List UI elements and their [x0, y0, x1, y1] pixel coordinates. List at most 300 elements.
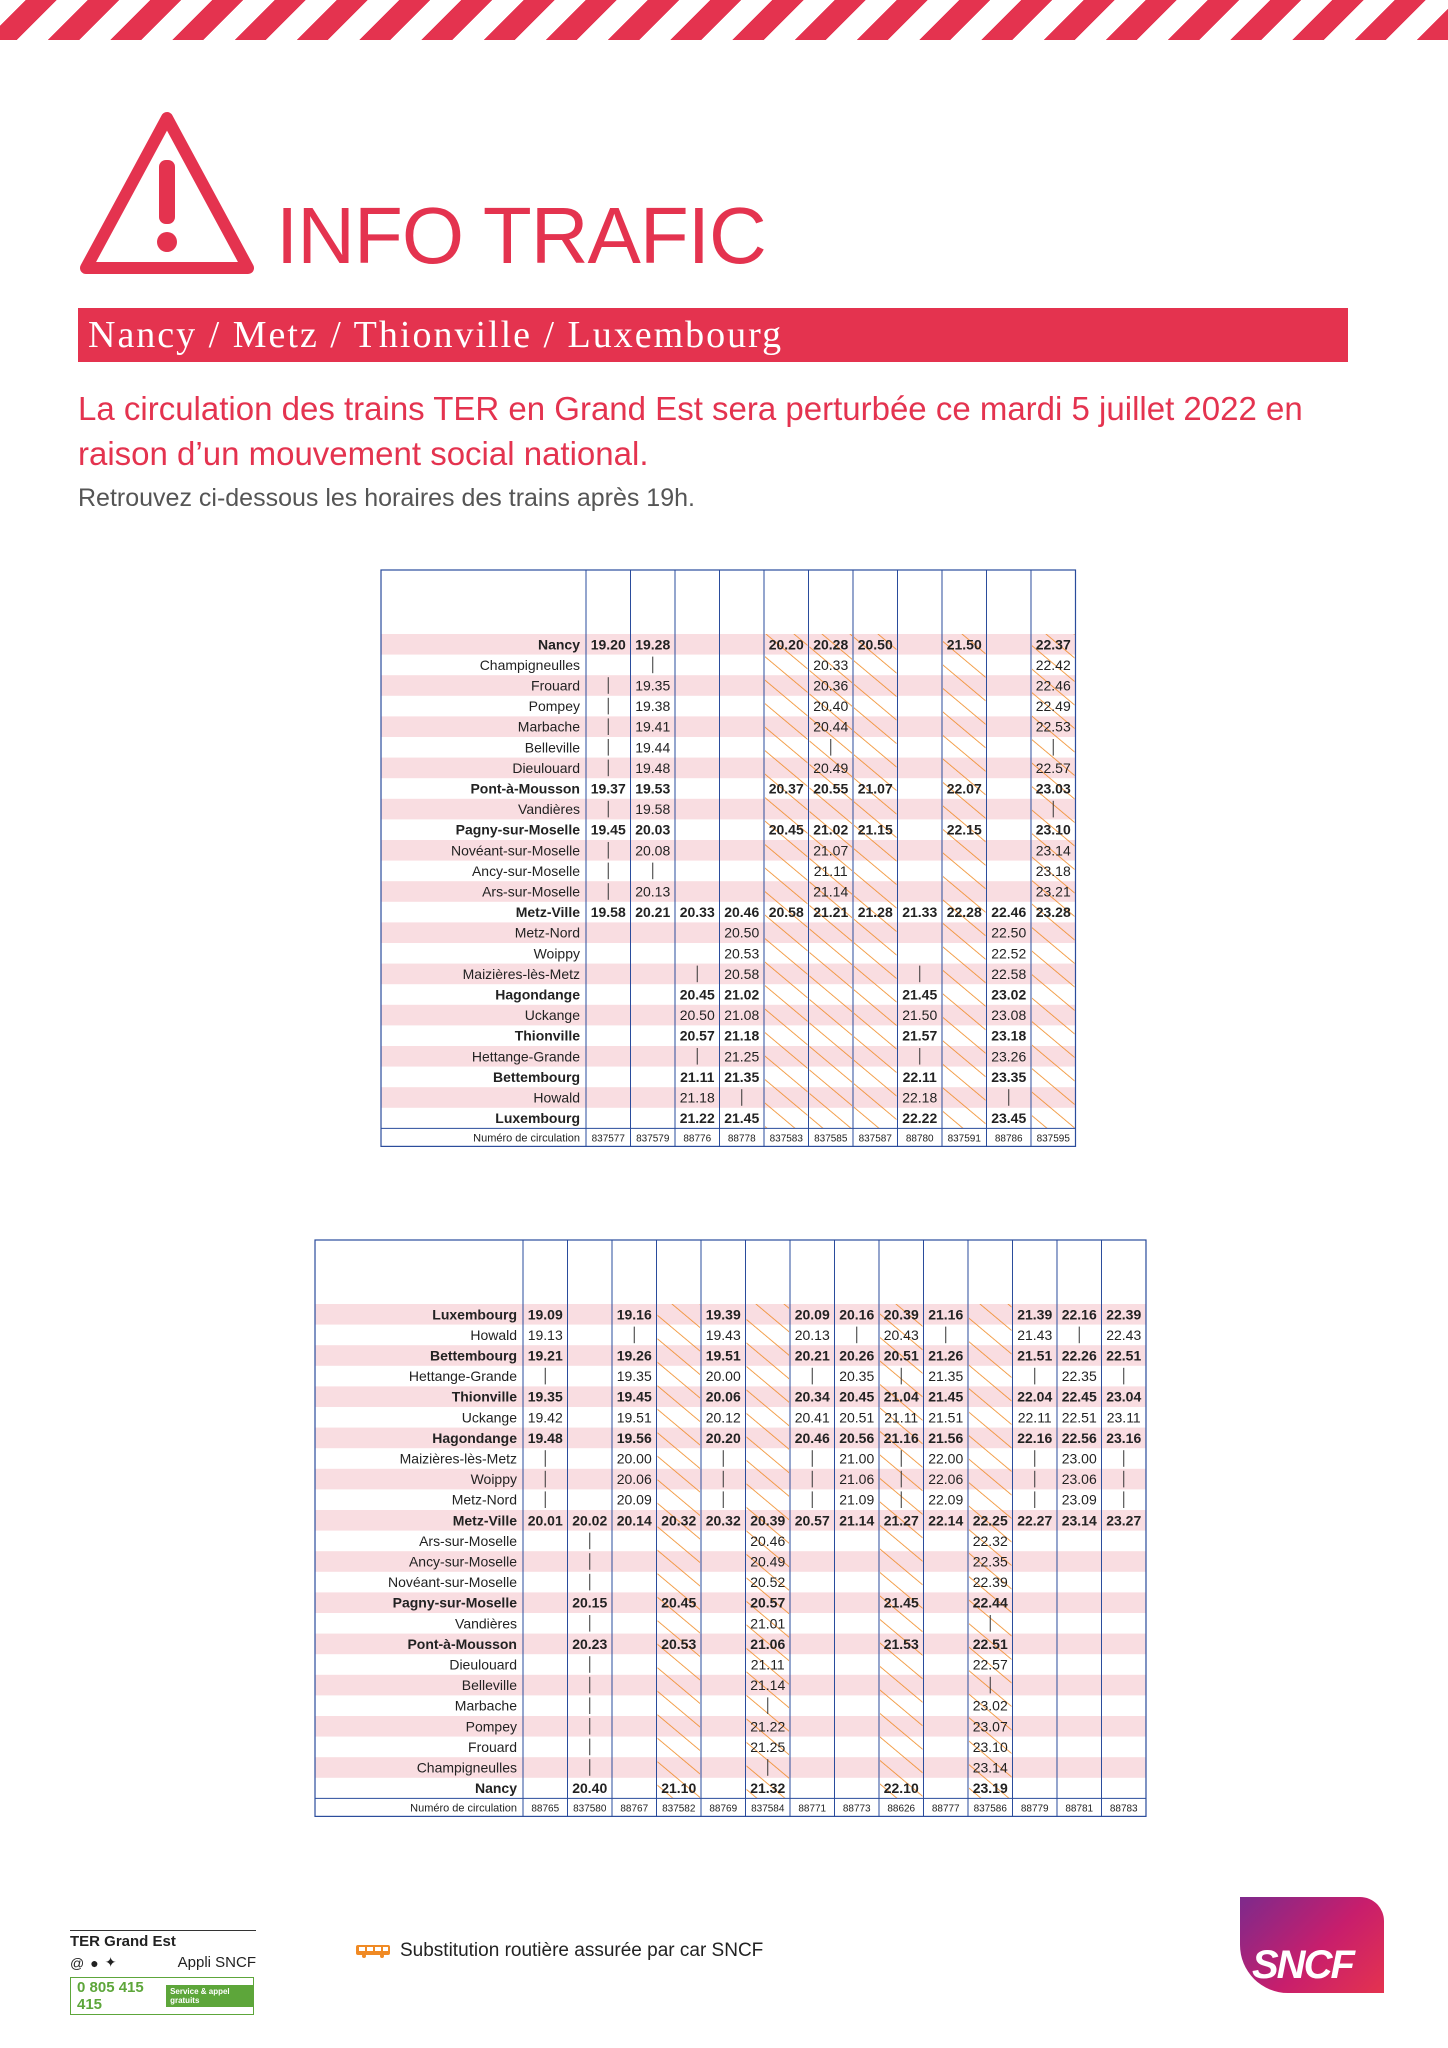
departure-time: 22.09 — [928, 1491, 964, 1508]
departure-time: 20.00 — [616, 1450, 652, 1467]
departure-time: 22.43 — [1106, 1326, 1142, 1343]
timetable-luxembourg-nancy — [314, 1239, 1147, 1817]
departure-time: 21.02 — [724, 986, 760, 1003]
train-number: 837595 — [1036, 1133, 1070, 1145]
route-banner: Nancy / Metz / Thionville / Luxembourg — [78, 308, 1348, 362]
departure-time: 22.53 — [1035, 718, 1071, 735]
departure-time: 20.58 — [768, 904, 804, 921]
departure-time: 20.51 — [839, 1409, 875, 1426]
timetable-nancy-luxembourg — [380, 569, 1077, 1147]
station-name: Bettembourg — [429, 1347, 518, 1364]
departure-time: 23.26 — [991, 1048, 1027, 1065]
phone-badge[interactable] — [70, 1977, 254, 2015]
departure-time: 20.45 — [661, 1594, 697, 1611]
departure-time: 22.25 — [972, 1512, 1008, 1529]
departure-time: 20.56 — [839, 1429, 875, 1446]
departure-time: 21.56 — [928, 1429, 964, 1446]
departure-time: 21.18 — [724, 1027, 760, 1044]
departure-time: 20.20 — [768, 636, 804, 653]
train-number: 88765 — [531, 1803, 560, 1815]
train-number: 837591 — [947, 1133, 981, 1145]
train-number: 88780 — [905, 1133, 934, 1145]
departure-time: 21.27 — [883, 1512, 919, 1529]
departure-time: 21.51 — [1017, 1347, 1053, 1364]
departure-time: 19.51 — [616, 1409, 652, 1426]
departure-time: 21.35 — [928, 1368, 964, 1385]
departure-time: 20.01 — [527, 1512, 563, 1529]
departure-time: 22.35 — [1061, 1368, 1097, 1385]
departure-time: 23.10 — [972, 1738, 1008, 1755]
departure-time: 19.26 — [616, 1347, 652, 1364]
hazard-stripes — [0, 0, 1448, 40]
bus-substitution-hatch — [765, 634, 807, 1128]
station-name: Woippy — [470, 1471, 518, 1488]
departure-time: 20.53 — [724, 945, 760, 962]
departure-time: 21.16 — [883, 1429, 919, 1446]
departure-time: 19.13 — [527, 1326, 563, 1343]
departure-time: 22.35 — [972, 1553, 1008, 1570]
legend — [356, 1940, 763, 1962]
departure-time: 21.16 — [928, 1306, 964, 1323]
departure-time: 22.58 — [991, 965, 1027, 982]
bus-icon — [356, 1944, 390, 1958]
departure-time: 23.06 — [1061, 1471, 1097, 1488]
departure-time: 22.56 — [1061, 1429, 1097, 1446]
departure-time: 21.10 — [661, 1780, 697, 1797]
bus-substitution-hatch — [943, 634, 985, 1128]
departure-time: 20.45 — [839, 1388, 875, 1405]
departure-time: 21.57 — [902, 1027, 938, 1044]
departure-time: 23.18 — [1035, 862, 1071, 879]
station-name: Metz-Nord — [514, 924, 581, 941]
departure-time: 22.52 — [991, 945, 1027, 962]
departure-time: 19.44 — [635, 739, 671, 756]
station-name: Marbache — [454, 1697, 518, 1714]
station-name: Luxembourg — [432, 1306, 518, 1323]
departure-time: 21.26 — [928, 1347, 964, 1364]
departure-time: 22.49 — [1035, 698, 1071, 715]
departure-time: 20.41 — [794, 1409, 830, 1426]
departure-time: 22.11 — [1017, 1409, 1052, 1426]
departure-time: 20.50 — [679, 1007, 715, 1024]
departure-time: 22.42 — [1035, 656, 1071, 673]
departure-time: 22.28 — [946, 904, 982, 921]
departure-time: 23.35 — [991, 1068, 1027, 1085]
departure-time: 20.32 — [705, 1512, 741, 1529]
departure-time: 21.45 — [928, 1388, 964, 1405]
departure-time: 23.00 — [1061, 1450, 1097, 1467]
departure-time: 23.03 — [1035, 780, 1071, 797]
departure-time: 20.49 — [750, 1553, 786, 1570]
departure-time: 21.28 — [857, 904, 893, 921]
departure-time: 21.39 — [1017, 1306, 1053, 1323]
bus-substitution-hatch — [854, 634, 896, 1128]
departure-time: 23.11 — [1106, 1409, 1141, 1426]
departure-time: 19.58 — [590, 904, 626, 921]
departure-time: 22.51 — [1061, 1409, 1097, 1426]
bus-substitution-hatch — [658, 1304, 700, 1798]
row-stripe — [315, 1675, 1146, 1696]
train-number: 88777 — [931, 1803, 960, 1815]
station-name: Champigneulles — [479, 656, 581, 673]
departure-time: 21.33 — [902, 904, 938, 921]
departure-time: 21.01 — [750, 1615, 786, 1632]
departure-time: 21.11 — [813, 862, 848, 879]
departure-time: 20.40 — [813, 698, 849, 715]
page-title: INFO TRAFIC — [276, 191, 766, 280]
departure-time: 22.10 — [883, 1780, 919, 1797]
departure-time: 21.18 — [679, 1089, 715, 1106]
departure-time: 20.51 — [883, 1347, 919, 1364]
departure-time: 22.26 — [1061, 1347, 1097, 1364]
phone-number: 0 805 415 415 — [77, 1979, 144, 2013]
departure-time: 21.04 — [883, 1388, 919, 1405]
departure-time: 19.16 — [616, 1306, 652, 1323]
row-stripe — [315, 1716, 1146, 1737]
departure-time: 22.15 — [946, 821, 982, 838]
departure-time: 21.07 — [813, 842, 849, 859]
departure-time: 19.09 — [527, 1306, 563, 1323]
departure-time: 22.18 — [902, 1089, 938, 1106]
departure-time: 19.43 — [705, 1326, 741, 1343]
station-name: Pompey — [528, 698, 581, 715]
departure-time: 21.50 — [946, 636, 982, 653]
train-number: 837586 — [973, 1803, 1007, 1815]
departure-time: 20.40 — [572, 1780, 608, 1797]
departure-time: 21.53 — [883, 1635, 919, 1652]
departure-time: 21.14 — [750, 1677, 786, 1694]
departure-time: 22.11 — [902, 1068, 937, 1085]
departure-time: 21.14 — [839, 1512, 875, 1529]
departure-time: 20.08 — [635, 842, 671, 859]
departure-time: 20.45 — [679, 986, 715, 1003]
brand-label: TER Grand Est — [70, 1930, 256, 1950]
departure-time: 20.46 — [750, 1532, 786, 1549]
station-name: Belleville — [524, 739, 581, 756]
departure-time: 21.06 — [750, 1635, 786, 1652]
departure-time: 20.06 — [705, 1388, 741, 1405]
departure-time: 19.51 — [705, 1347, 741, 1364]
departure-time: 20.33 — [813, 656, 849, 673]
departure-time: 19.53 — [635, 780, 671, 797]
departure-time: 20.32 — [661, 1512, 697, 1529]
facebook-icon[interactable]: ● — [90, 1954, 99, 1971]
departure-time: 22.39 — [1106, 1306, 1142, 1323]
twitter-icon[interactable]: ✦ — [104, 1954, 117, 1970]
station-name: Nancy — [475, 1780, 518, 1797]
departure-time: 23.45 — [991, 1110, 1027, 1127]
departure-time: 23.18 — [991, 1027, 1027, 1044]
departure-time: 21.22 — [679, 1110, 715, 1127]
station-name: Hagondange — [495, 986, 581, 1003]
departure-time: 21.51 — [928, 1409, 964, 1426]
departure-time: 23.07 — [972, 1718, 1008, 1735]
station-name: Maizières-lès-Metz — [462, 965, 581, 982]
departure-time: 23.21 — [1035, 883, 1071, 900]
logo-text: SNCF — [1252, 1943, 1353, 1987]
train-number: 837585 — [814, 1133, 848, 1145]
departure-time: 22.46 — [991, 904, 1027, 921]
station-name: Ars-sur-Moselle — [419, 1532, 518, 1549]
departure-time: 23.02 — [991, 986, 1027, 1003]
departure-time: 23.10 — [1035, 821, 1071, 838]
station-name: Hettange-Grande — [471, 1048, 581, 1065]
departure-time: 20.49 — [813, 759, 849, 776]
station-name: Pont-à-Mousson — [470, 780, 581, 797]
departure-time: 19.35 — [635, 677, 671, 694]
departure-time: 20.57 — [679, 1027, 715, 1044]
departure-time: 21.07 — [857, 780, 893, 797]
station-name: Nancy — [538, 636, 581, 653]
train-number-label: Numéro de circulation — [473, 1132, 581, 1145]
station-name: Metz-Ville — [515, 904, 581, 921]
station-name: Pont-à-Mousson — [407, 1635, 518, 1652]
departure-time: 19.39 — [705, 1306, 741, 1323]
departure-time: 20.39 — [883, 1306, 919, 1323]
departure-time: 20.09 — [794, 1306, 830, 1323]
departure-time: 20.57 — [750, 1594, 786, 1611]
departure-time: 21.11 — [750, 1656, 785, 1673]
departure-time: 20.15 — [572, 1594, 608, 1611]
departure-time: 19.45 — [590, 821, 626, 838]
train-number: 88626 — [887, 1803, 916, 1815]
departure-time: 20.21 — [635, 904, 671, 921]
free-service-label: Service & appel gratuits — [166, 1985, 253, 2007]
departure-time: 19.48 — [527, 1429, 563, 1446]
departure-time: 22.14 — [928, 1512, 964, 1529]
departure-time: 23.16 — [1106, 1429, 1142, 1446]
station-name: Ars-sur-Moselle — [482, 883, 581, 900]
station-name: Frouard — [531, 677, 581, 694]
departure-time: 21.45 — [902, 986, 938, 1003]
station-name: Luxembourg — [495, 1110, 581, 1127]
departure-time: 20.50 — [724, 924, 760, 941]
station-name: Marbache — [517, 718, 581, 735]
station-name: Metz-Nord — [451, 1491, 518, 1508]
station-name: Thionville — [451, 1388, 518, 1405]
row-stripe — [315, 1469, 1146, 1490]
departure-time: 19.42 — [527, 1409, 563, 1426]
station-name: Hagondange — [432, 1429, 518, 1446]
station-name: Howald — [470, 1326, 518, 1343]
departure-time: 21.02 — [813, 821, 849, 838]
departure-time: 23.14 — [1035, 842, 1071, 859]
train-number: 88783 — [1109, 1803, 1138, 1815]
departure-time: 20.37 — [768, 780, 804, 797]
departure-time: 19.38 — [635, 698, 671, 715]
departure-time: 22.46 — [1035, 677, 1071, 694]
departure-time: 22.00 — [928, 1450, 964, 1467]
departure-time: 22.22 — [902, 1110, 938, 1127]
departure-time: 21.15 — [857, 821, 893, 838]
departure-time: 20.28 — [813, 636, 849, 653]
departure-time: 22.57 — [972, 1656, 1008, 1673]
station-name: Vandières — [518, 801, 581, 818]
train-number-label: Numéro de circulation — [410, 1802, 518, 1815]
departure-time: 23.14 — [1061, 1512, 1097, 1529]
departure-time: 23.04 — [1106, 1388, 1142, 1405]
departure-time: 19.37 — [590, 780, 626, 797]
departure-time: 20.12 — [705, 1409, 741, 1426]
station-name: Uckange — [461, 1409, 518, 1426]
departure-time: 22.39 — [972, 1574, 1008, 1591]
station-name: Maizières-lès-Metz — [399, 1450, 518, 1467]
departure-time: 22.07 — [946, 780, 982, 797]
departure-time: 21.06 — [839, 1471, 875, 1488]
departure-time: 19.28 — [635, 636, 671, 653]
train-number: 88771 — [798, 1803, 827, 1815]
train-number: 88767 — [620, 1803, 649, 1815]
train-number: 837582 — [662, 1803, 696, 1815]
station-name: Frouard — [468, 1738, 518, 1755]
departure-time: 19.21 — [527, 1347, 563, 1364]
departure-time: 21.50 — [902, 1007, 938, 1024]
departure-time: 21.43 — [1017, 1326, 1053, 1343]
timetable-grid — [314, 1239, 1147, 1817]
station-name: Dieulouard — [512, 759, 581, 776]
departure-time: 20.21 — [794, 1347, 830, 1364]
departure-time: 20.13 — [635, 883, 671, 900]
departure-time: 19.58 — [635, 801, 671, 818]
station-name: Dieulouard — [449, 1656, 518, 1673]
departure-time: 21.45 — [724, 1110, 760, 1127]
departure-time: 22.50 — [991, 924, 1027, 941]
departure-time: 23.27 — [1106, 1512, 1142, 1529]
departure-time: 19.35 — [527, 1388, 563, 1405]
departure-time: 22.37 — [1035, 636, 1071, 653]
train-number: 88773 — [842, 1803, 871, 1815]
departure-time: 20.58 — [724, 965, 760, 982]
station-name: Vandières — [455, 1615, 518, 1632]
departure-time: 20.46 — [724, 904, 760, 921]
station-name: Novéant-sur-Moselle — [387, 1574, 518, 1591]
departure-time: 23.02 — [972, 1697, 1008, 1714]
station-name: Woippy — [533, 945, 581, 962]
train-number: 837584 — [751, 1803, 785, 1815]
departure-time: 20.35 — [839, 1368, 875, 1385]
station-name: Novéant-sur-Moselle — [450, 842, 581, 859]
departure-time: 23.09 — [1061, 1491, 1097, 1508]
train-number: 837579 — [636, 1133, 670, 1145]
departure-time: 20.03 — [635, 821, 671, 838]
train-number: 88778 — [727, 1133, 756, 1145]
departure-time: 21.45 — [883, 1594, 919, 1611]
departure-time: 22.44 — [972, 1594, 1008, 1611]
timetable-grid — [380, 569, 1077, 1147]
departure-time: 22.16 — [1061, 1306, 1097, 1323]
train-number: 837580 — [573, 1803, 607, 1815]
departure-time: 19.35 — [616, 1368, 652, 1385]
departure-time: 22.16 — [1017, 1429, 1053, 1446]
departure-time: 22.57 — [1035, 759, 1071, 776]
departure-time: 20.26 — [839, 1347, 875, 1364]
train-number: 88776 — [683, 1133, 712, 1145]
departure-time: 20.14 — [616, 1512, 652, 1529]
station-name: Uckange — [524, 1007, 581, 1024]
train-number: 837577 — [591, 1133, 625, 1145]
departure-time: 19.41 — [635, 718, 671, 735]
departure-time: 23.28 — [1035, 904, 1071, 921]
station-name: Hettange-Grande — [408, 1368, 518, 1385]
departure-time: 20.20 — [705, 1429, 741, 1446]
departure-time: 19.48 — [635, 759, 671, 776]
departure-time: 20.00 — [705, 1368, 741, 1385]
departure-time: 20.39 — [750, 1512, 786, 1529]
departure-time: 22.32 — [972, 1532, 1008, 1549]
departure-time: 19.45 — [616, 1388, 652, 1405]
departure-time: 21.25 — [750, 1738, 786, 1755]
departure-time: 21.11 — [884, 1409, 919, 1426]
train-number: 88779 — [1020, 1803, 1049, 1815]
departure-time: 20.34 — [794, 1388, 830, 1405]
departure-time: 20.36 — [813, 677, 849, 694]
station-name: Pompey — [465, 1718, 518, 1735]
departure-time: 20.45 — [768, 821, 804, 838]
departure-time: 21.11 — [680, 1068, 715, 1085]
departure-time: 21.32 — [750, 1780, 786, 1797]
departure-time: 20.46 — [794, 1429, 830, 1446]
station-name: Belleville — [461, 1677, 518, 1694]
station-name: Metz-Ville — [452, 1512, 518, 1529]
station-name: Bettembourg — [492, 1068, 581, 1085]
departure-time: 19.20 — [590, 636, 626, 653]
departure-time: 20.57 — [794, 1512, 830, 1529]
station-name: Champigneulles — [416, 1759, 518, 1776]
departure-time: 20.23 — [572, 1635, 608, 1652]
departure-time: 23.19 — [972, 1780, 1008, 1797]
departure-time: 20.09 — [616, 1491, 652, 1508]
departure-time: 20.52 — [750, 1574, 786, 1591]
departure-time: 20.02 — [572, 1512, 608, 1529]
departure-time: 21.35 — [724, 1068, 760, 1085]
departure-time: 21.09 — [839, 1491, 875, 1508]
departure-time: 22.27 — [1017, 1512, 1053, 1529]
station-name: Pagny-sur-Moselle — [455, 821, 581, 838]
sncf-logo — [1240, 1897, 1384, 1993]
schedule-intro: Retrouvez ci-dessous les horaires des trains après 19h. — [78, 484, 695, 512]
station-name: Howald — [533, 1089, 581, 1106]
departure-time: 21.25 — [724, 1048, 760, 1065]
legend-label: Substitution routière assurée par car SNCF — [400, 1940, 764, 1961]
station-name: Thionville — [514, 1027, 581, 1044]
departure-time: 21.08 — [724, 1007, 760, 1024]
at-icon[interactable]: @ — [70, 1954, 85, 1971]
departure-time: 21.14 — [813, 883, 849, 900]
departure-time: 20.55 — [813, 780, 849, 797]
train-number: 88786 — [994, 1133, 1023, 1145]
train-number: 88781 — [1065, 1803, 1094, 1815]
departure-time: 22.04 — [1017, 1388, 1053, 1405]
departure-time: 21.00 — [839, 1450, 875, 1467]
train-number: 837583 — [769, 1133, 803, 1145]
app-label: Appli SNCF — [177, 1954, 256, 1971]
departure-time: 19.56 — [616, 1429, 652, 1446]
departure-time: 20.16 — [839, 1306, 875, 1323]
departure-time: 21.21 — [813, 904, 849, 921]
station-name: Ancy-sur-Moselle — [408, 1553, 518, 1570]
departure-time: 22.45 — [1061, 1388, 1097, 1405]
train-number: 837587 — [858, 1133, 892, 1145]
departure-time: 22.06 — [928, 1471, 964, 1488]
departure-time: 20.44 — [813, 718, 849, 735]
station-name: Ancy-sur-Moselle — [471, 862, 581, 879]
departure-time: 20.06 — [616, 1471, 652, 1488]
departure-time: 20.13 — [794, 1326, 830, 1343]
train-number: 88769 — [709, 1803, 738, 1815]
warning-icon — [78, 108, 256, 280]
departure-time: 23.08 — [991, 1007, 1027, 1024]
departure-time: 22.51 — [1106, 1347, 1142, 1364]
